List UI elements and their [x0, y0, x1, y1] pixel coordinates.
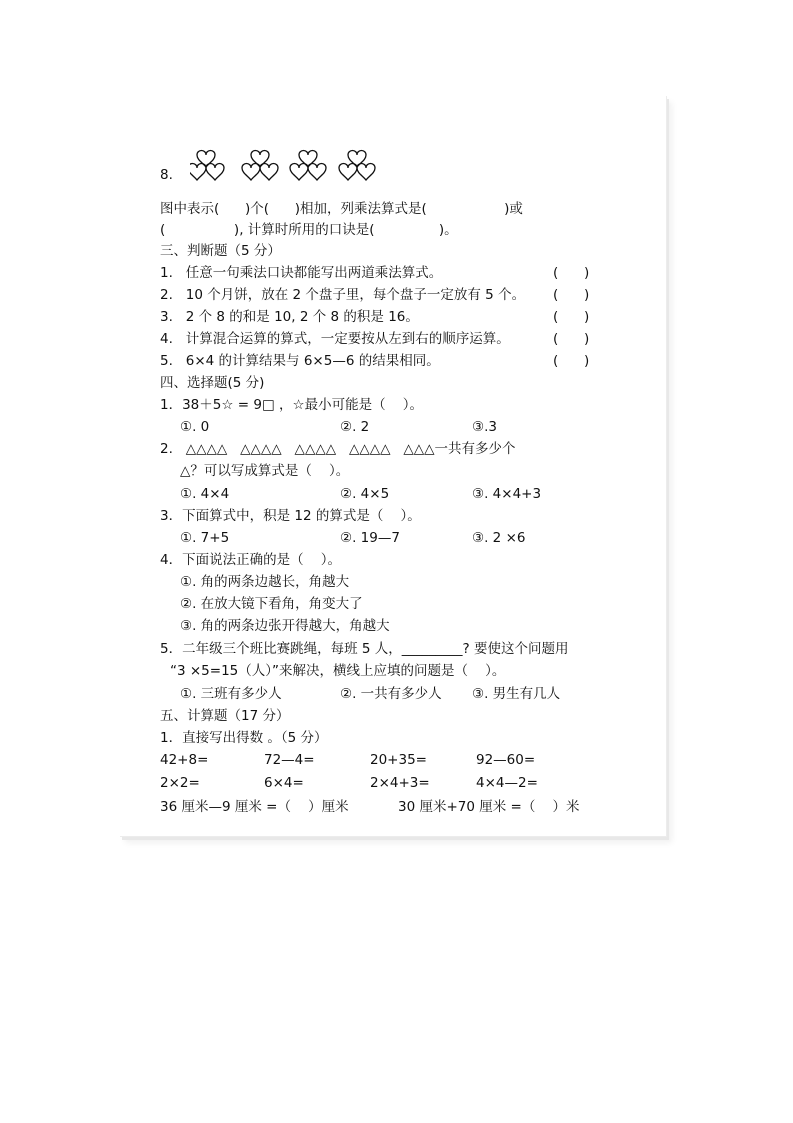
hearts-illustration: [190, 146, 390, 186]
choice-q5-line-1: 5．二年级三个班比赛跳绳，每班 5 人，_________? 要使这个问题用: [160, 641, 569, 657]
section-heading-judgement: 三、判断题（5 分）: [160, 243, 281, 259]
choice-q5-option-b[interactable]: ②. 一共有多少人: [340, 686, 442, 702]
q8-number: 8.: [160, 167, 173, 183]
section-heading-calc: 五、计算题（17 分）: [160, 708, 290, 724]
choice-q1: 1．38＋5☆ = 9□ ，☆最小可能是（ ）。: [160, 397, 424, 413]
calc-r1-c3: 20+35=: [370, 752, 427, 768]
choice-q2-option-a[interactable]: ①. 4×4: [180, 486, 230, 502]
choice-q2-line-1: 2. △△△△ △△△△ △△△△ △△△△ △△△一共有多少个: [160, 441, 516, 457]
calc-r2-c2: 6×4=: [264, 775, 304, 791]
calc-r2-c1: 2×2=: [160, 775, 200, 791]
judge-item-2: 2. 10 个月饼，放在 2 个盘子里，每个盘子一定放有 5 个。: [160, 287, 526, 303]
calc-r2-c4: 4×4—2=: [476, 775, 538, 791]
calc-r1-c2: 72—4=: [264, 752, 315, 768]
choice-q5-option-a[interactable]: ①. 三班有多少人: [180, 686, 282, 702]
judge-item-4: 4. 计算混合运算的算式，一定要按从左到右的顺序运算。: [160, 331, 510, 347]
choice-q3-option-a[interactable]: ①. 7+5: [180, 530, 230, 546]
q8-line-1: 图中表示( )个( )相加，列乘法算式是( )或: [160, 201, 523, 217]
q8-line-2: ( ), 计算时所用的口诀是( )。: [160, 222, 458, 238]
choice-q2-option-c[interactable]: ③. 4×4+3: [472, 486, 542, 502]
choice-q1-option-c[interactable]: ③.3: [472, 419, 497, 435]
calc-sub-1: 1．直接写出得数 。（5 分）: [160, 730, 328, 746]
choice-q2-option-b[interactable]: ②. 4×5: [340, 486, 390, 502]
choice-q4-option-b[interactable]: ②. 在放大镜下看角，角变大了: [180, 596, 363, 612]
calc-r1-c4: 92—60=: [476, 752, 536, 768]
heart-group-3: [290, 151, 326, 181]
choice-q4: 4．下面说法正确的是（ ）。: [160, 552, 342, 568]
choice-q4-option-c[interactable]: ③. 角的两条边张开得越大，角越大: [180, 618, 390, 634]
choice-q5-line-2: “3 ×5=15（人）”来解决，横线上应填的问题是（ ）。: [170, 663, 506, 679]
choice-q3: 3．下面算式中，积是 12 的算式是（ ）。: [160, 508, 421, 524]
section-heading-choice: 四、选择题(5 分): [160, 375, 265, 391]
choice-q1-option-b[interactable]: ②. 2: [340, 419, 370, 435]
choice-q3-option-c[interactable]: ③. 2 ×6: [472, 530, 526, 546]
heart-group-2: [242, 151, 278, 181]
judge-blank-1[interactable]: ( ): [553, 265, 590, 281]
choice-q2-line-2: △？可以写成算式是（ ）。: [180, 463, 350, 479]
heart-group-4: [339, 151, 375, 181]
judge-item-3: 3. 2 个 8 的和是 10, 2 个 8 的积是 16。: [160, 309, 419, 325]
choice-q4-option-a[interactable]: ①. 角的两条边越长，角越大: [180, 574, 350, 590]
choice-q3-option-b[interactable]: ②. 19—7: [340, 530, 400, 546]
judge-blank-2[interactable]: ( ): [553, 287, 590, 303]
judge-item-1: 1. 任意一句乘法口诀都能写出两道乘法算式。: [160, 265, 443, 281]
judge-blank-4[interactable]: ( ): [553, 331, 590, 347]
judge-blank-5[interactable]: ( ): [553, 353, 590, 369]
calc-r1-c1: 42+8=: [160, 752, 209, 768]
calc-r2-c3: 2×4+3=: [370, 775, 430, 791]
judge-blank-3[interactable]: ( ): [553, 309, 590, 325]
choice-q1-option-a[interactable]: ①. 0: [180, 419, 210, 435]
choice-q5-option-c[interactable]: ③. 男生有几人: [472, 686, 561, 702]
calc-r3-c2: 30 厘米+70 厘米 =（ ）米: [398, 799, 580, 815]
judge-item-5: 5. 6×4 的计算结果与 6×5—6 的结果相同。: [160, 353, 440, 369]
heart-group-1: [190, 151, 224, 181]
calc-r3-c1: 36 厘米—9 厘米 =（ ）厘米: [160, 799, 349, 815]
